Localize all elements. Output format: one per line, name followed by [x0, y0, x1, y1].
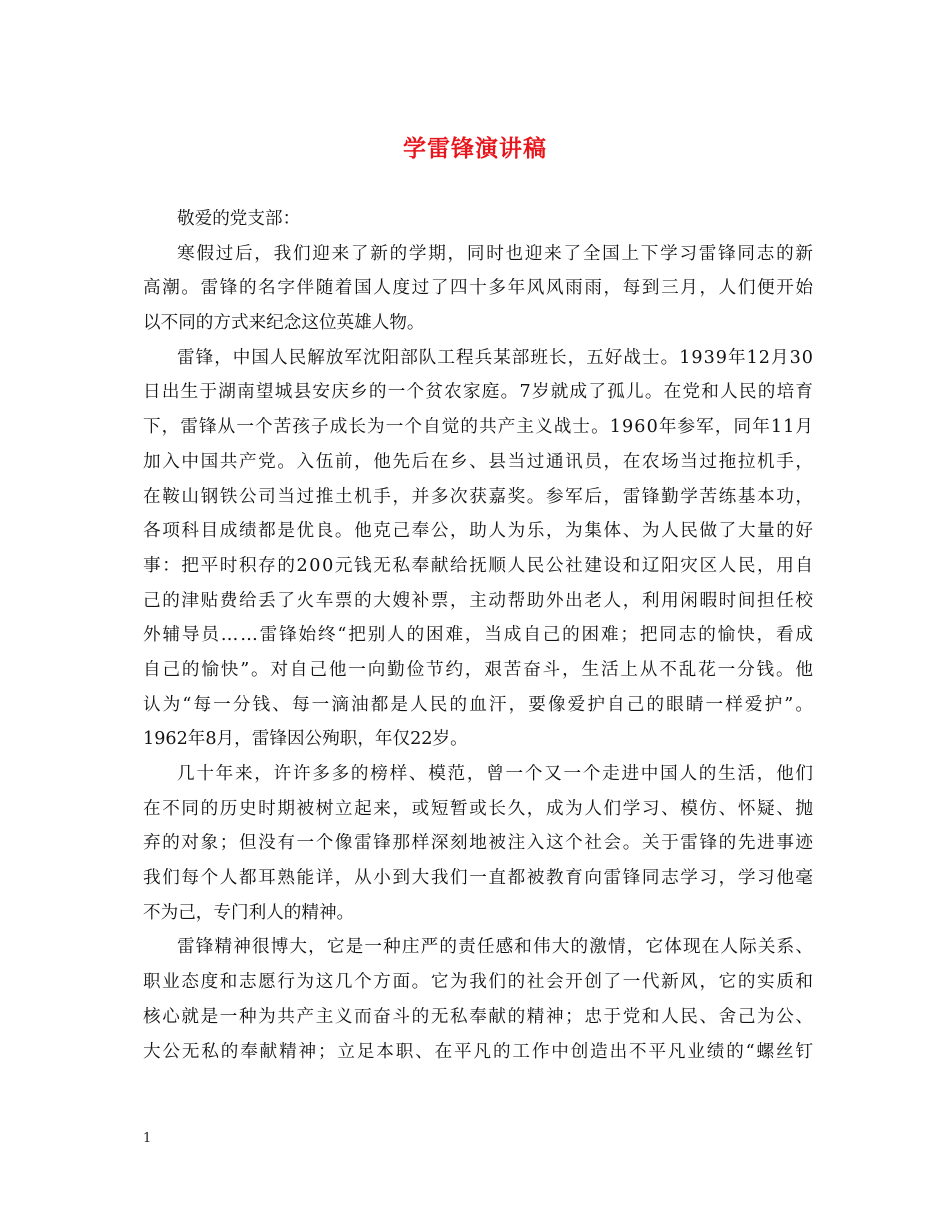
text-line: 高潮。雷锋的名字伴随着国人度过了四十多年风风雨雨，每到三月，人们便开始 [143, 278, 815, 299]
text-line: 认为“每一分钱、每一滴油都是人民的血汗，要像爱护自己的眼睛一样爱护”。 [143, 694, 816, 715]
text-line: 大公无私的奉献精神；立足本职、在平凡的工作中创造出不平凡业绩的“螺丝钉 [143, 1041, 815, 1062]
text-line: 寒假过后，我们迎来了新的学期，同时也迎来了全国上下学习雷锋同志的新 [177, 243, 815, 264]
text-line: 职业态度和志愿行为这几个方面。它为我们的社会开创了一代新风，它的实质和 [143, 972, 815, 993]
text-line: 核心就是一种为共产主义而奋斗的无私奉献的精神；忠于党和人民、舍己为公、 [143, 1006, 815, 1027]
text-line: 外辅导员……雷锋始终“把别人的困难，当成自己的困难；把同志的愉快，看成 [143, 625, 815, 646]
text-line: 以不同的方式来纪念这位英雄人物。 [143, 313, 425, 334]
text-line: 自己的愉快”。对自己他一向勤俭节约，艰苦奋斗，生活上从不乱花一分钱。他 [143, 659, 815, 680]
text-line: 日出生于湖南望城县安庆乡的一个贫农家庭。7岁就成了孤儿。在党和人民的培育 [143, 382, 815, 403]
text-line: 几十年来，许许多多的榜样、模范，曾一个又一个走进中国人的生活，他们 [177, 764, 815, 784]
text-line: 各项科目成绩都是优良。他克己奉公，助人为乐，为集体、为人民做了大量的好 [143, 521, 815, 542]
text-line: 雷锋精神很博大，它是一种庄严的责任感和伟大的激情，它体现在人际关系、 [177, 937, 815, 958]
text-line: 下，雷锋从一个苦孩子成长为一个自觉的共产主义战士。1960年参军，同年11月 [143, 417, 815, 438]
page-number: 1 [143, 1131, 152, 1146]
text-line: 敬爱的党支部： [177, 209, 301, 229]
page-title: 学雷锋演讲稿 [403, 135, 547, 162]
text-line: 1962年8月，雷锋因公殉职，年仅22岁。 [143, 729, 468, 750]
text-line: 加入中国共产党。入伍前，他先后在乡、县当过通讯员，在农场当过拖拉机手， [143, 451, 815, 472]
document-body [143, 202, 816, 1069]
text-line: 在不同的历史时期被树立起来，或短暂或长久，成为人们学习、模仿、怀疑、抛 [143, 798, 815, 819]
text-line: 在鞍山钢铁公司当过推土机手，并多次获嘉奖。参军后，雷锋勤学苦练基本功， [143, 486, 815, 507]
text-line: 我们每个人都耳熟能详，从小到大我们一直都被教育向雷锋同志学习，学习他毫 [143, 868, 815, 889]
text-line: 己的津贴费给丢了火车票的大嫂补票，主动帮助外出老人，利用闲暇时间担任校 [143, 590, 815, 611]
text-line: 弃的对象；但没有一个像雷锋那样深刻地被注入这个社会。关于雷锋的先进事迹 [143, 833, 815, 854]
text-line: 事：把平时积存的200元钱无私奉献给抚顺人民公社建设和辽阳灾区人民，用自 [143, 555, 815, 576]
text-line: 不为己，专门利人的精神。 [143, 902, 355, 923]
text-line: 雷锋，中国人民解放军沈阳部队工程兵某部班长，五好战士。1939年12月30 [177, 347, 814, 368]
